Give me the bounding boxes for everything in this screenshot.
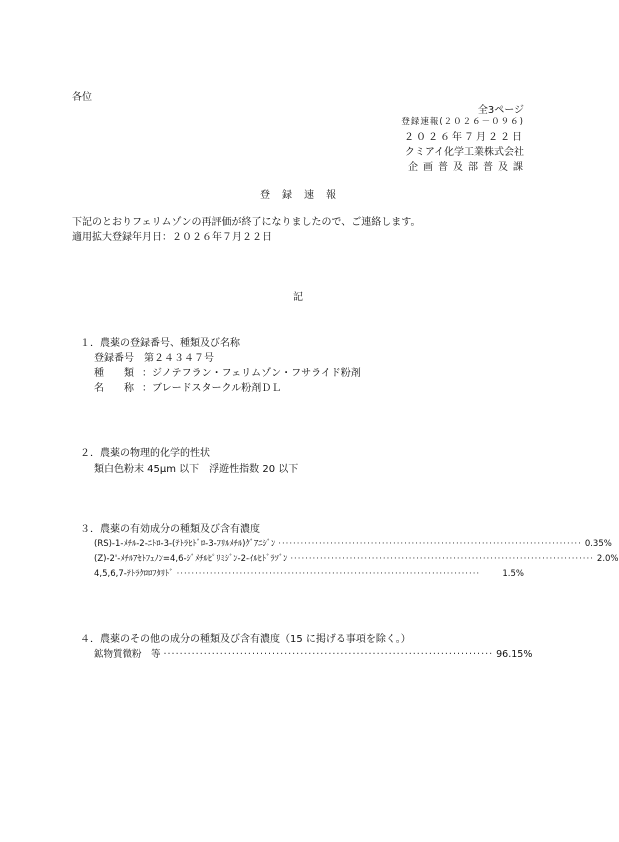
ki-mark: 記 [293, 292, 303, 303]
ingredient-name: 4,5,6,7-ﾃﾄﾗｸﾛﾛﾌﾀﾘﾄﾞ [94, 569, 174, 579]
department-name: 企画普及部普及課 [408, 162, 528, 173]
section1-heading: １．農薬の登録番号、種類及び名称 [80, 338, 240, 349]
leader-dots: ·················································································· [278, 539, 582, 549]
addressee: 各位 [72, 92, 92, 103]
ingredient-concentration: 0.35% [584, 539, 612, 549]
kind-value: ：ジノテフラン・フェリムゾン・フサライド粉剤 [142, 368, 361, 379]
ingredient-name: (Z)-2'-ﾒﾁﾙｱｾﾄﾌｪﾉﾝ=4,6-ｼﾞﾒﾁﾙﾋﾟﾘﾐｼﾞﾝ-2-ｲﾙﾋﾄﾞﾗｿﾞﾝ [94, 554, 288, 564]
company-name: クミアイ化学工業株式会社 [404, 147, 524, 158]
document-title: 登録速報 [260, 190, 348, 201]
physical-properties: 類白色粉末 45μm 以下 浮遊性指数 20 以下 [94, 464, 299, 475]
ingredient-concentration: 2.0% [596, 554, 619, 564]
ingredient-concentration: 1.5% [502, 569, 524, 579]
ingredient-name: (RS)-1-ﾒﾁﾙ-2-ﾆﾄﾛ-3-(ﾃﾄﾗﾋﾄﾞﾛ-3-ﾌﾘﾙﾒﾁﾙ)ｸﾞｱﾆｼﾞﾝ [94, 539, 276, 549]
leader-dots: ·················································································· [163, 649, 494, 660]
leader-dots: ·················································································· [176, 569, 481, 579]
section4-heading: ４．農薬のその他の成分の種類及び含有濃度（15 に掲げる事項を除く。） [80, 634, 411, 645]
registration-number: 登録番号 第２４３４７号 [94, 353, 214, 364]
issue-date: ２０２６年７月２２日 [404, 132, 524, 143]
document-number: 登録速報(２０２６－０９６) [401, 117, 524, 127]
ingredient-row [94, 537, 612, 549]
name-label: 名 称 [94, 383, 134, 394]
section2-heading: ２．農薬の物理的化学的性状 [80, 448, 210, 459]
kind-label: 種 類 [94, 368, 134, 379]
other-ingredient-row [94, 646, 533, 660]
applied-date: 適用拡大登録年月日：２０２６年７月２２日 [72, 232, 272, 243]
section3-heading: ３．農薬の有効成分の種類及び含有濃度 [80, 524, 260, 535]
leader-dots: ·················································································· [290, 554, 594, 564]
other-ingredient-name: 鉱物質微粉 等 [94, 649, 161, 660]
other-ingredient-concentration: 96.15% [496, 649, 533, 660]
intro-text: 下記のとおりフェリムゾンの再評価が終了になりましたので、ご連絡します。 [72, 217, 421, 228]
page-count: 全3ページ [477, 105, 524, 116]
ingredient-row [94, 567, 524, 579]
name-value: ：ブレードスタークル粉剤ＤＬ [142, 383, 282, 394]
ingredient-row [94, 552, 619, 564]
